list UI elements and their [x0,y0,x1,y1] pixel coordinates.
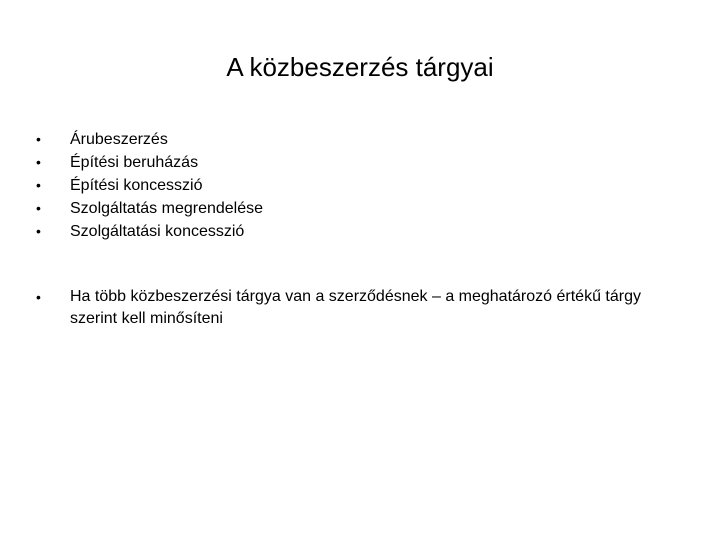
list-item-text: Építési koncesszió [70,177,203,194]
bullet-icon: • [36,177,41,193]
list-item [36,174,676,197]
note-item [36,286,676,330]
list-item [36,128,676,151]
list-item [36,151,676,174]
note-text: Ha több közbeszerzési tárgya van a szerződésnek – a meghatározó értékű tárgy szerint kell minősíteni [70,288,641,327]
bullet-icon: • [36,154,41,170]
list-item-text: Árubeszerzés [70,131,168,148]
bullet-icon: • [36,131,41,147]
subject-list [36,128,676,243]
bullet-icon: • [36,289,41,305]
bullet-icon: • [36,223,41,239]
list-item-text: Szolgáltatás megrendelése [70,200,264,217]
bullet-icon: • [36,200,41,216]
list-item [36,197,676,220]
list-item [36,220,676,243]
note-list [36,286,676,330]
list-item-text: Szolgáltatási koncesszió [70,223,245,240]
list-item-text: Építési beruházás [70,154,199,171]
slide-title: A közbeszerzés tárgyai [226,52,494,82]
